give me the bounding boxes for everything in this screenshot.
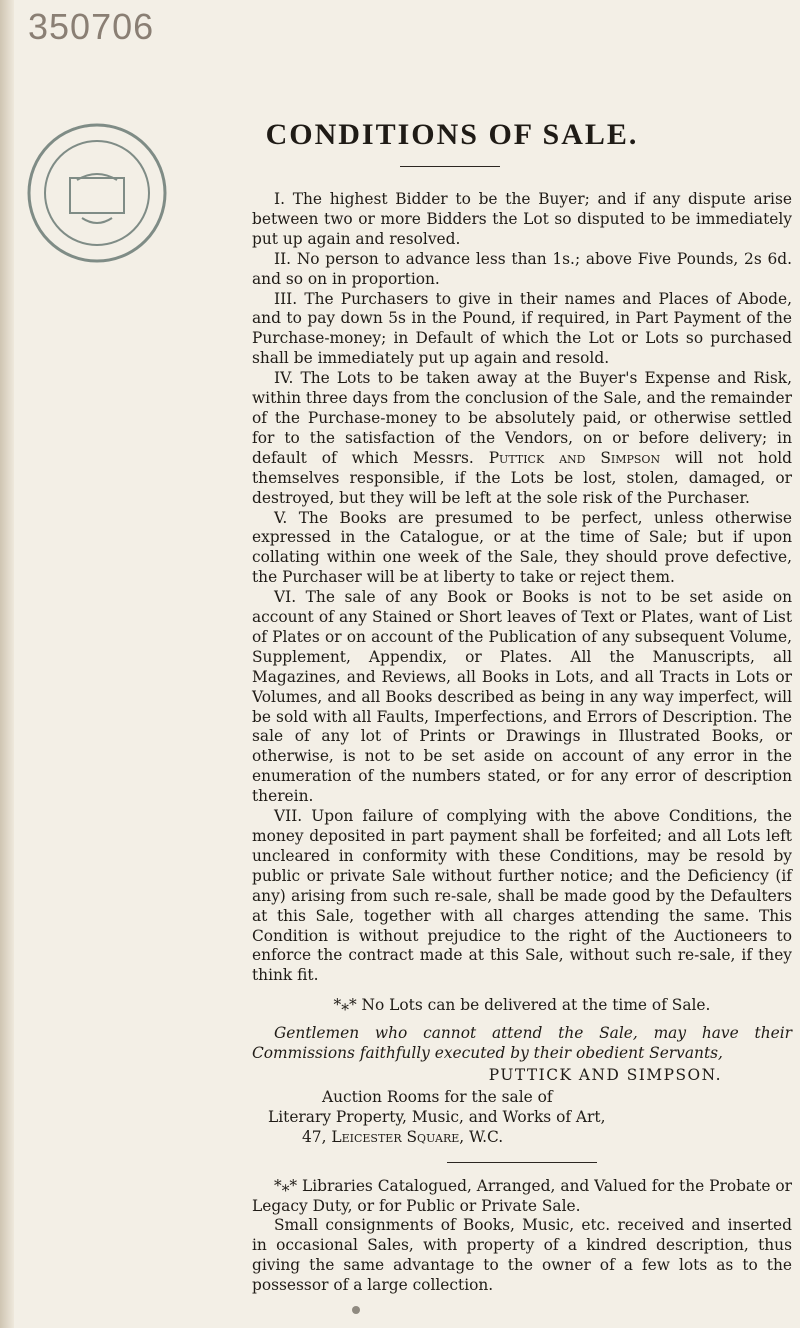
condition-7: VII. Upon failure of complying with the above Conditions, the money deposited in part payment shall be forfeited; and all Lots left uncleared in conformity with these Conditions, may be resold by public or private Sale without further notice; and the Deficiency (if any) arising from such re-sale, shall be made good by the Defaulters at this Sale, together with all charges attending the same. This Condition is without prejudice to the right of the Auctioneers to enforce the contract made at this Sale, without such re-sale, if they think fit.: [252, 807, 792, 985]
auction-rooms: Auction Rooms for the sale of: [322, 1087, 553, 1106]
condition-3: III. The Purchasers to give in their names and Places of Abode, and to pay down 5s in the Pound, if required, in Part Payment of the Purchase-money; in Default of which the Lot or Lots so purchased shall be immediately put up again and resold.: [252, 289, 792, 368]
condition-1: I. The highest Bidder to be the Buyer; and if any dispute arise between two or more Bidders the Lot so disputed to be immediately put up again and resolved.: [252, 190, 792, 248]
library-stamp: [22, 118, 172, 268]
page-edge: [0, 0, 14, 1328]
firm-inline: Puttick and Simpson: [488, 448, 661, 467]
separator-rule: [447, 1162, 597, 1163]
libraries-note: *⁎* Libraries Catalogued, Arranged, and Valued for the Probate or Legacy Duty, or for Public or Private Sale.: [252, 1176, 792, 1215]
consignments-note: Small consignments of Books, Music, etc. received and inserted in occasional Sales, with property of a kindred description, thus giving the same advantage to the owner of a few lots as to the possessor of a large collection.: [252, 1216, 792, 1295]
title-rule: [400, 166, 500, 167]
closing-statement: Gentlemen who cannot attend the Sale, may have their Commissions faithfully executed by their obedient Servants,: [252, 1024, 792, 1063]
condition-5: V. The Books are presumed to be perfect, unless otherwise expressed in the Catalogue, or at the time of Sale; but if upon collating within one week of the Sale, they should prove defective, the Purchaser will be at liberty to take or reject them.: [252, 508, 792, 587]
conditions-body: [252, 190, 792, 1320]
property-types: Literary Property, Music, and Works of Art,: [268, 1107, 606, 1126]
delivery-note: *⁎* No Lots can be delivered at the time of Sale.: [333, 996, 711, 1015]
condition-6: VI. The sale of any Book or Books is not to be set aside on account of any Stained or Short leaves of Text or Plates, want of List of Plates or on account of the Publication of any subsequent Volume, Supplement, Appendix, or Plates. All the Manuscripts, all Magazines, and Reviews, all Books in Lots, and all Tracts in Lots or Volumes, and all Books described as being in any way imperfect, will be sold with all Faults, Imperfections, and Errors of Description. The sale of any lot of Prints or Drawings in Illustrated Books, or otherwise, is not to be set aside on account of any error in the enumeration of the numbers stated, or for any error of description therein.: [252, 588, 792, 806]
condition-4: IV. The Lots to be taken away at the Buyer's Expense and Risk, within three days from the conclusion of the Sale, and the remainder of the Purchase-money to be absolutely paid, or otherwise settled for to the satisfaction of the Vendors, on or before delivery; in default of which Messrs. Puttick and Simpson will not hold themselves responsible, if the Lots be lost, stolen, damaged, or destroyed, but they will be left at the sole risk of the Purchaser.: [252, 369, 792, 507]
shelfmark: 350706: [28, 6, 155, 47]
ink-mark: [352, 1306, 360, 1314]
condition-2: II. No person to advance less than 1s.; above Five Pounds, 2s 6d. and so on in proportion.: [252, 249, 792, 288]
address: 47, Leicester Square, W.C.: [302, 1127, 504, 1146]
page-title: CONDITIONS OF SALE.: [265, 118, 639, 151]
firm-name: PUTTICK AND SIMPSON.: [488, 1065, 722, 1084]
